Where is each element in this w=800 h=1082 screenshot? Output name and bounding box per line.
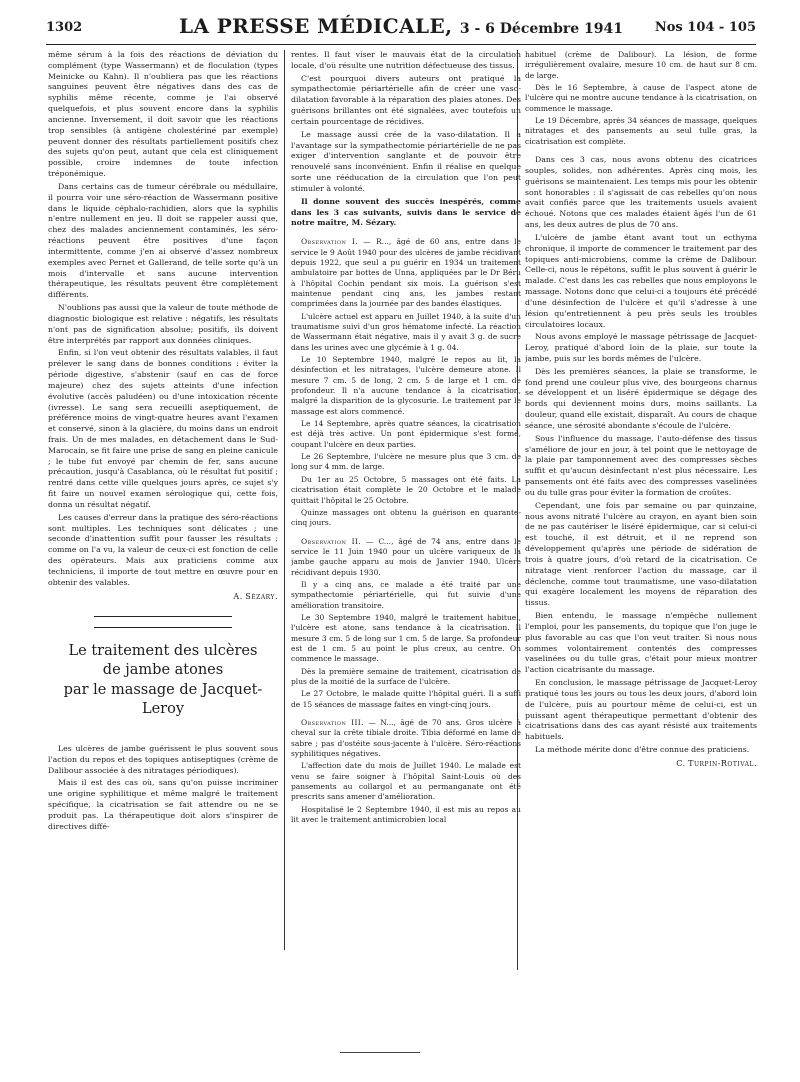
observation-3 (291, 718, 521, 759)
paragraph: même sérum à la fois des réactions de déviation du complément (type Wassermann) et de floculation (types Meinicke ou Kahn). Il n'oubliera pas que les réactions sanguines peuvent être négatives dans des cas de syphilis même récente, comme je l'ai observé quelquefois, et plus souvent encore dans la syphilis ancienne. Inversement, il doit savoir que les réactions trop sensibles (à antigène cholestériné par exemple) peuvent donner des résultats partiellement positifs chez des sujets qu'on peut, autant que cela est cliniquement possible, croire indemnes de toute infection tréponémique. (48, 50, 278, 179)
paragraph (291, 197, 521, 229)
signature-name: Sézary. (245, 591, 278, 601)
observation-2 (291, 537, 521, 578)
header-rule (46, 44, 756, 45)
observation-label: Observation I. (301, 237, 359, 247)
paragraph: Il y a cinq ans, ce malade a été traité par une sympathectomie périartérielle, qui fut suivie d'une amélioration transitoire. (291, 579, 521, 610)
footer-rule (340, 1052, 420, 1053)
paragraph: Le 27 Octobre, le malade quitte l'hôpital guéri. Il a suffi de 15 séances de massage faites en vingt-cinq jours. (291, 689, 521, 709)
signature-initial: A. (233, 591, 243, 601)
article-title (48, 642, 278, 720)
article-title-line: Le traitement des ulcères (68, 642, 258, 659)
paragraph: Le 19 Décembre, après 34 séances de massage, quelques nitratages et des pansements au seul tulle gras, la cicatrisation est complète. (525, 116, 757, 146)
paragraph: Dès le 16 Septembre, à cause de l'aspect atone de l'ulcère qui ne montre aucune tendance à la cicatrisation, on commence le massage. (525, 83, 757, 113)
observation-text: — N..., âgé de 70 ans. Gros ulcère à cheval sur la crête tibiale droite. Tibia déformé en lame de sabre ; pas d'ostéite sous-jacente à l'ulcère. Séro-réactions syphilitiques négatives. (291, 718, 521, 759)
column-1 (48, 50, 278, 1030)
issue-date: 3 - 6 Décembre 1941 (459, 21, 623, 37)
column-divider (284, 50, 285, 950)
paragraph: Le massage aussi crée de la vaso-dilatation. Il a l'avantage sur la sympathectomie périartérielle de ne pas exiger d'intervention sanglante et de pouvoir être renouvelé sans inconvénient. Enfin il réalise en quelque sorte une rééducation de la circulation que l'on peut stimuler à volonté. (291, 129, 521, 193)
column-3 (525, 50, 757, 1030)
author-signature (525, 758, 757, 769)
paragraph: Le 14 Septembre, après quatre séances, la cicatrisation est déjà très active. Un pont épidermique s'est formé, coupant l'ulcère en deux parties. (291, 419, 521, 449)
article-title-line: par le massage de Jacquet-Leroy (63, 681, 263, 718)
bold-text: Il donne souvent des succès inespérés, comme dans les 3 cas suivants, suivis dans le service de notre maître, M. Sézary. (291, 196, 521, 228)
issue-number: Nos 104 - 105 (654, 20, 756, 35)
paragraph: Les causes d'erreur dans la pratique des séro-réactions sont multiples. Les techniques sont délicates ; une seconde d'inattention suffit pour fausser les résultats ; comme on l'a vu, la valeur de ceux-ci est fonction de celle des opérateurs. Mais aux praticiens comme aux techniciens, il importe de tout mettre en œuvre pour en obtenir des valables. (48, 512, 278, 587)
paragraph: Les ulcères de jambe guérissent le plus souvent sous l'action du repos et des topiques antiseptiques (crème de Dalibour associée à des nitratages périodiques). (48, 743, 278, 775)
paragraph: Enfin, si l'on veut obtenir des résultats valables, il faut prélever le sang dans de bonnes conditions : éviter la période digestive, s'abstenir (sauf en cas de force majeure) chez des sujets atteints d'une infection évolutive (accès paludéen) ou d'une intoxication récente (ivresse). Le sang sera recueilli aseptiquement, de préférence moins de vingt-quatre heures avant l'examen et conservé, sinon à la glacière, du moins dans un endroit frais. Un de mes malades, en détachement dans le Sud-Marocain, se fit faire une prise de sang en pleine canicule ; le tube fut envoyé par chemin de fer, sans aucune précaution, jusqu'à Casablanca, où le résultat fut positif ; rentré dans cette ville quelques jours après, ce sujet s'y fit faire un nouvel examen sérologique qui, cette fois, donna un résultat négatif. (48, 348, 278, 509)
journal-title (46, 14, 756, 38)
page-number: 1302 (46, 20, 83, 35)
observation-text: — C..., âgé de 74 ans, entre dans le service le 11 Juin 1940 pour un ulcère variqueux de la jambe gauche apparu au mois de Janvier 1940. Ulcère récidivant depuis 1930. (291, 536, 521, 577)
signature-name: Turpin-Rotival. (688, 758, 757, 768)
paragraph: C'est pourquoi divers auteurs ont pratiqué la sympathectomie périartérielle afin de créer une vaso-dilatation favorable à la réparation des plaies atones. Des guérisons brillantes ont été signalées, avec toutefois un certain pourcentage de récidives. (291, 73, 521, 126)
paragraph: Cependant, une fois par semaine ou par quinzaine, nous avons nitraté l'ulcère au crayon, en ayant bien soin de ne pas cautériser le liséré épidermique, car si celui-ci est touché, il est détruit, et il ne reprend son développement qu'après une période de sidération de trois à quatre jours, d'où retard de la cicatrisation. Ce nitratage vient renforcer l'action du massage, car il déclenche, comme tout traumatisme, une vaso-dilatation qui exagère localement les moyens de réparation des tissus. (525, 500, 757, 608)
page-header (46, 12, 756, 42)
journal-name: LA PRESSE MÉDICALE, (179, 14, 453, 38)
article-title-line: de jambe atones (102, 662, 224, 679)
paragraph: Le 30 Septembre 1940, malgré le traitement habituel, l'ulcère est atone, sans tendance à la cicatrisation. Il mesure 3 cm. 5 de long sur 1 cm. 5 de large. Sa profondeur est de 1 cm. 5 au point le plus creux, au centre. On commence le massage. (291, 612, 521, 664)
paragraph: Dès la première semaine de traitement, cicatrisation de plus de la moitié de la surface de l'ulcère. (291, 666, 521, 686)
paragraph: La méthode mérite donc d'être connue des praticiens. (535, 744, 750, 754)
paragraph: En conclusion, le massage pétrissage de Jacquet-Leroy pratiqué tous les jours ou tous les deux jours, d'abord loin de l'ulcère, puis au pourtour même de celui-ci, est un puissant agent thérapeutique permettant d'obtenir des cicatrisations dans des cas ayant résisté aux traitements habituels. (525, 678, 757, 742)
signature-initial: C. (676, 758, 686, 768)
paragraph: Le 10 Septembre 1940, malgré le repos au lit, la désinfection et les nitratages, l'ulcère demeure atone. Il mesure 7 cm. 5 de long, 2 cm. 5 de large et 1 cm. de profondeur. Il n'a aucune tendance à la cicatrisation, malgré la disparition de la glycosurie. Le traitement par le massage est alors commencé. (291, 355, 521, 416)
paragraph: L'ulcère actuel est apparu en Juillet 1940, à la suite d'un traumatisme suivi d'un gros hématome infecté. La réaction de Wassermann était négative, mais il y avait 3 g. de sucre dans les urines avec une glycémie à 1 g. 04. (291, 311, 521, 352)
paragraph: Dans ces 3 cas, nous avons obtenu des cicatrices souples, solides, non adhérentes. Après cinq mois, les guérisons se maintenaient. Les temps mis pour les obtenir sont honorables : il s'agissait de cas rebelles qu'on nous avait confiés parce que les traitements usuels avaient échoué. Notons que ces malades étaient âgés l'un de 61 ans, les deux autres de plus de 70 ans. (525, 155, 757, 230)
column-divider (517, 50, 518, 970)
observation-label: Observation III. (301, 718, 364, 728)
paragraph: Bien entendu, le massage n'empêche nullement l'emploi, pour les pansements, du topique que l'on juge le plus favorable au cas que l'on veut traiter. Si nous nous sommes volontairement contentés des compresses vaselinées ou du tulle gras, c'était pour mieux montrer l'action cicatrisante du massage. (525, 611, 757, 675)
paragraph: Du 1er au 25 Octobre, 5 massages ont été faits. La cicatrisation était complète le 20 Octobre et le malade quittait l'hôpital le 25 Octobre. (291, 474, 521, 505)
author-signature (48, 591, 278, 602)
article-separator (94, 616, 232, 617)
paragraph: Dès les premières séances, la plaie se transforme, le fond prend une couleur plus vive, des bourgeons charnus se développent et un liséré épidermique se dégage des bords qui deviennent moins durs, moins saillants. La douleur, quand elle existait, disparaît. Au cours de chaque séance, une sérosité abondante s'écoule de l'ulcère. (525, 366, 757, 430)
paragraph: Hospitalisé le 2 Septembre 1940, il est mis au repos au lit avec le traitement antimicrobien local (291, 804, 521, 825)
observation-text: — R..., âgé de 60 ans, entre dans le service le 9 Août 1940 pour des ulcères de jambe récidivant depuis 1922, que seul a pu guérir en 1934 un traitement ambulatoire par bottes de Unna, appliquées par le Dr Béru à l'hôpital Cochin pendant six mois. La guérison s'est maintenue pendant cinq ans, les jambes restant comprimées dans la journée par des bandes élastiques. (291, 237, 521, 309)
paragraph: Le 26 Septembre, l'ulcère ne mesure plus que 3 cm. de long sur 4 mm. de large. (291, 452, 521, 472)
paragraph: rentes. Il faut viser le mauvais état de la circulation locale, d'où résulte une nutrition défectueuse des tissus. (291, 50, 521, 70)
column-2 (291, 50, 521, 1030)
paragraph: Mais il est des cas où, sans qu'on puisse incriminer une origine syphilitique et même malgré le traitement spécifique, la cicatrisation se fait attendre ou ne se produit pas. La thérapeutique doit alors s'inspirer de directives diffé- (48, 778, 278, 831)
paragraph: Quinze massages ont obtenu la guérison en quarante-cinq jours. (291, 507, 521, 528)
paragraph: Sous l'influence du massage, l'auto-défense des tissus s'améliore de jour en jour, à tel point que le nettoyage de la plaie par tamponnement avec des compresses sèches suffit et qu'aucun désinfectant n'est plus nécessaire. Les pansements ont été faits avec des compresses vaselinées ou du tulle gras pour éviter la formation de croûtes. (525, 433, 757, 497)
observation-1 (291, 237, 521, 309)
observation-label: Observation II. (301, 536, 362, 546)
paragraph: Dans certains cas de tumeur cérébrale ou médullaire, il pourra voir une séro-réaction de Wassermann positive dans le liquide céphalo-rachidien, alors que la syphilis n'entre nullement en jeu. Il doit se rappeler aussi que, chez des malades anciennement contaminés, les séro-réactions peuvent être positives d'une façon intermittente, comme j'en ai observé d'assez nombreux exemples avec Pernet et Gallerand, de telle sorte qu'à un mois d'intervalle et sans aucune intervention thérapeutique, les résultats peuvent être complètement différents. (48, 181, 278, 300)
paragraph: habituel (crème de Dalibour). La lésion, de forme irrégulièrement ovalaire, mesure 10 cm. de haut sur 8 cm. de large. (525, 50, 757, 80)
paragraph: L'affection date du mois de Juillet 1940. Le malade est venu se faire soigner à l'hôpital Saint-Louis où des pansements au collargol et au permanganate ont été prescrits sans amener d'amélioration. (291, 761, 521, 802)
article-separator-thin (94, 627, 232, 628)
paragraph: N'oublions pas aussi que la valeur de toute méthode de diagnostic biologique est relative : négatifs, les résultats n'ont pas de signification absolue; positifs, ils doivent être interprétés par rapport aux données cliniques. (48, 303, 278, 345)
paragraph: L'ulcère de jambe étant avant tout un ecthyma chronique, il importe de commencer le traitement par des topiques anti-microbiens, comme la crème de Dalibour. Celle-ci, nous le répétons, suffit le plus souvent à guérir le malade. C'est dans les cas rebelles que nous employons le massage. Notons donc que celui-ci a toujours été précédé d'une désinfection de l'ulcère et qu'il s'adresse à une lésion qu'entretiennent à peu près seuls les troubles circulatoires locaux. (525, 232, 757, 329)
paragraph: Nous avons employé le massage pétrissage de Jacquet-Leroy, pratiqué d'abord loin de la plaie, sur toute la jambe, puis sur les bords mêmes de l'ulcère. (525, 332, 757, 363)
